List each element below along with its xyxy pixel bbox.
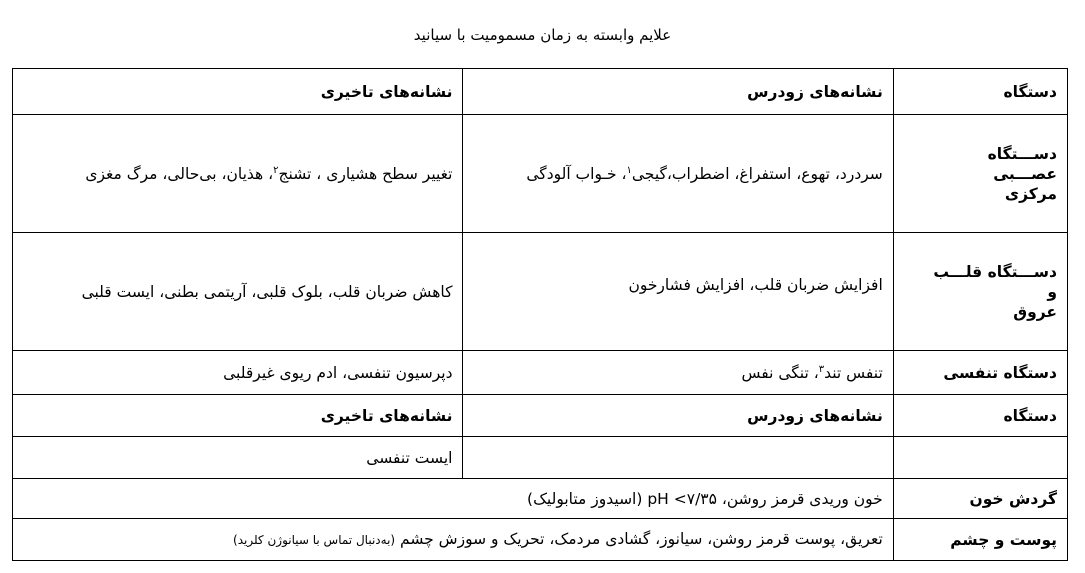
system-cns-line-3: مرکزی	[1004, 184, 1057, 203]
table-header-row-2	[13, 395, 1068, 437]
header2-system: دستگاه	[893, 395, 1067, 437]
resp-arrest-early	[463, 437, 893, 479]
early-cns	[463, 115, 893, 233]
header2-early: نشانه‌های زودرس	[463, 395, 893, 437]
footnote-2: ۲	[273, 164, 279, 176]
row-skin	[13, 519, 1068, 561]
late-resp: دپرسیون تنفسی، ادم ریوی غیرقلبی	[13, 351, 463, 395]
row-blood	[13, 479, 1068, 519]
system-cardio-line-3: عروق	[1013, 302, 1057, 321]
early-resp-text: تنفس تند	[824, 363, 883, 382]
system-cardio	[893, 233, 1067, 351]
system-skin: پوست و چشم	[893, 519, 1067, 561]
header-system: دستگاه	[893, 69, 1067, 115]
system-blood: گردش خون	[893, 479, 1067, 519]
late-cns-text-2: ، هذیان، بی‌حالی، مرگ مغزی	[85, 164, 274, 183]
system-cardio-line-2: و	[1047, 282, 1057, 301]
early-resp-text-2: ، تنگی نفس	[741, 363, 819, 382]
header-early: نشانه‌های زودرس	[463, 69, 893, 115]
early-resp	[463, 351, 893, 395]
row-cardio	[13, 233, 1068, 351]
row-resp-arrest	[13, 437, 1068, 479]
row-cns	[13, 115, 1068, 233]
early-cns-text-2: ، خـواب آلودگی	[526, 164, 627, 183]
cyanide-symptoms-table	[12, 68, 1068, 561]
system-cns	[893, 115, 1067, 233]
footnote-1: ۱	[626, 164, 632, 176]
header-late: نشانه‌های تاخیری	[13, 69, 463, 115]
late-cardio: کاهش ضربان قلب، بلوک قلبی، آریتمی بطنی، ایست قلبی	[13, 233, 463, 351]
system-cardio-line-1: دســـتگاه قلـــب	[933, 262, 1057, 281]
skin-cell	[13, 519, 894, 561]
late-resp-arrest: ایست تنفسی	[13, 437, 463, 479]
system-cns-line-1: دســـتگاه	[987, 144, 1057, 163]
header2-late: نشانه‌های تاخیری	[13, 395, 463, 437]
system-cns-line-2: عصـــبی	[993, 164, 1057, 183]
late-cns-text: تغییر سطح هشیاری ، تشنج	[278, 164, 453, 183]
system-resp: دستگاه تنفسی	[893, 351, 1067, 395]
early-cardio: افزایش ضربان قلب، افزایش فشارخون	[463, 233, 893, 351]
skin-note: (به‌دنبال تماس با سیانوژن کلرید)	[233, 533, 396, 547]
row-resp	[13, 351, 1068, 395]
skin-text: تعریق، پوست قرمز روشن، سیانوز، گشادی مردمک، تحریک و سوزش چشم	[400, 530, 883, 548]
table-header-row	[13, 69, 1068, 115]
early-cns-text: سردرد، تهوع، استفراغ، اضطراب،گیجی	[631, 164, 883, 183]
footnote-3: ۳	[818, 363, 825, 375]
table-caption: علایم وابسته به زمان مسمومیت با سیانید	[413, 26, 672, 44]
blood-text: خون وریدی قرمز روشن، pH <۷/۳۵ (اسیدوز متابولیک)	[13, 479, 894, 519]
late-cns	[13, 115, 463, 233]
resp-arrest-system	[893, 437, 1067, 479]
